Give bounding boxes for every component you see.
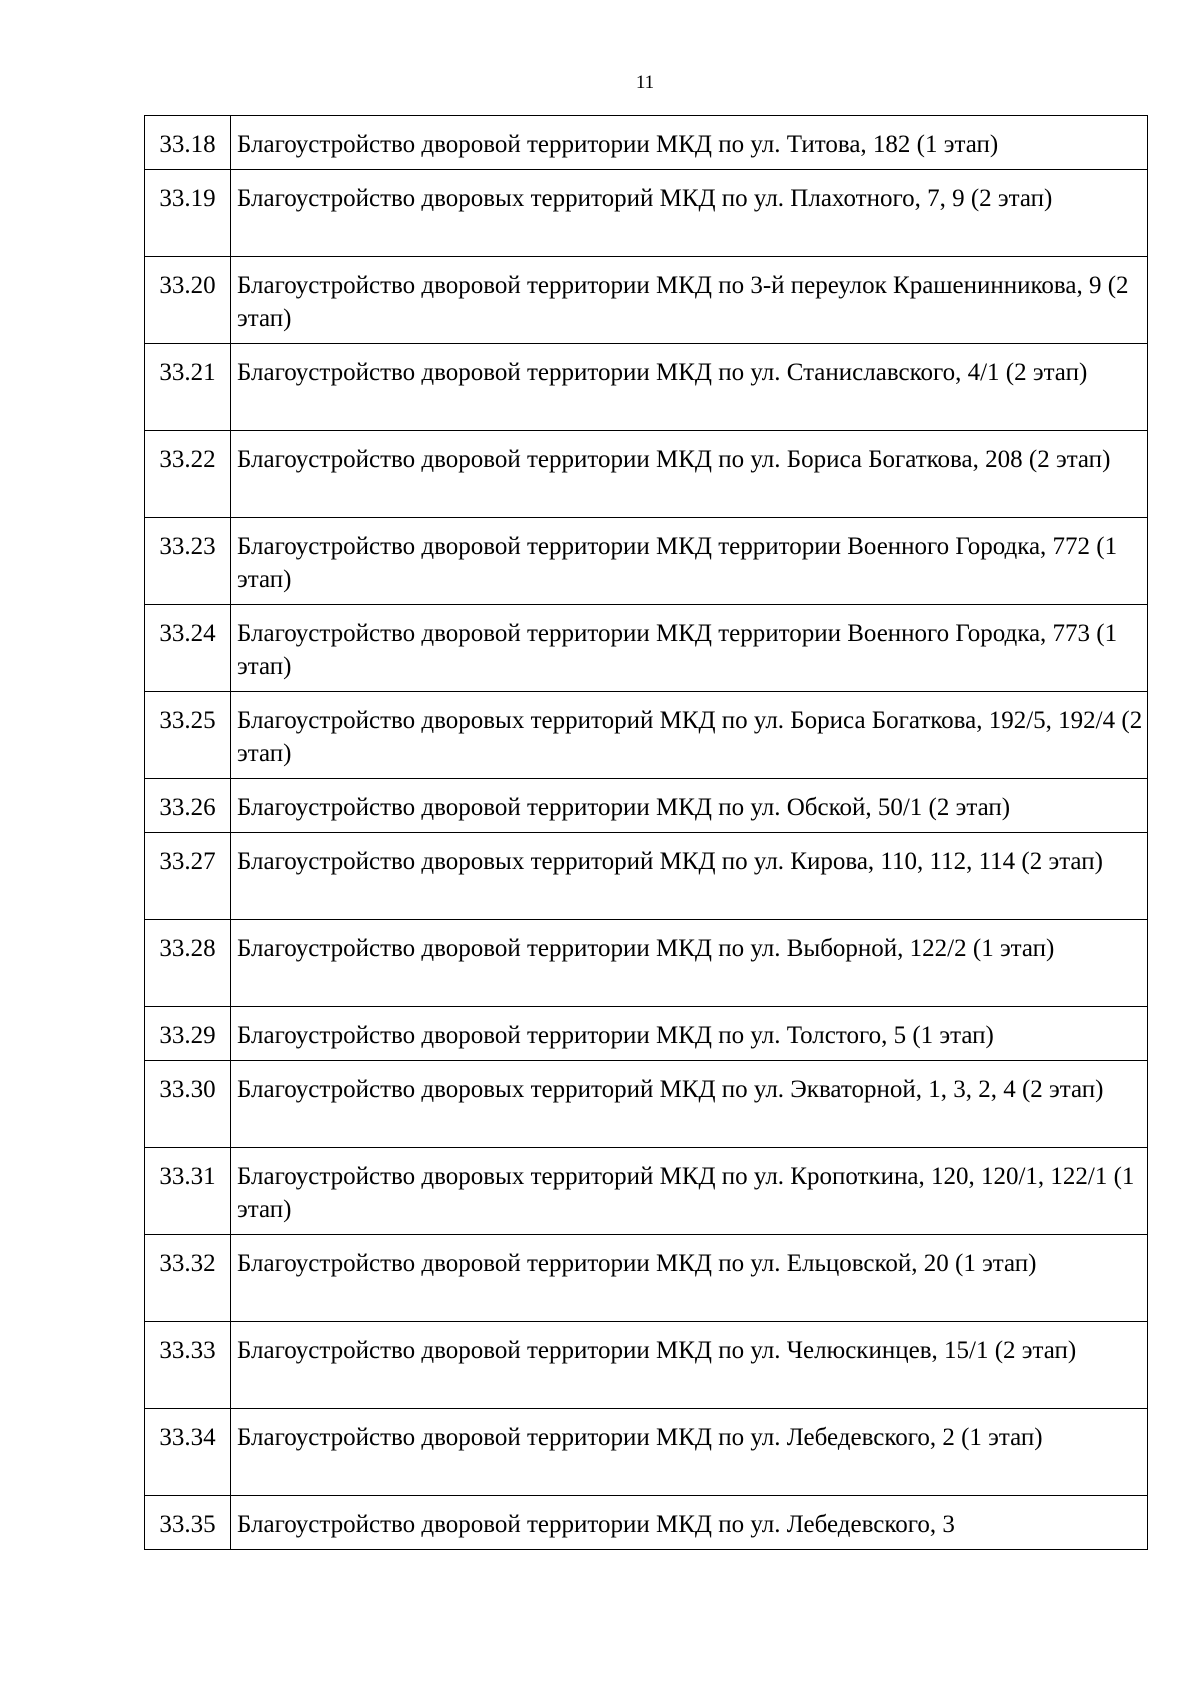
row-number-cell: 33.33 (145, 1322, 231, 1409)
row-description-cell: Благоустройство дворовых территорий МКД по ул. Плахотного, 7, 9 (2 этап) (231, 170, 1148, 257)
table-row (145, 518, 1148, 605)
row-number-cell: 33.23 (145, 518, 231, 605)
table-row (145, 1235, 1148, 1322)
row-number-cell: 33.28 (145, 920, 231, 1007)
table-row (145, 779, 1148, 833)
row-description-cell: Благоустройство дворовых территорий МКД по ул. Экваторной, 1, 3, 2, 4 (2 этап) (231, 1061, 1148, 1148)
row-description-cell: Благоустройство дворовой территории МКД по ул. Лебедевского, 3 (231, 1496, 1148, 1550)
row-description-cell: Благоустройство дворовой территории МКД по ул. Ельцовской, 20 (1 этап) (231, 1235, 1148, 1322)
table-row (145, 1148, 1148, 1235)
row-number-cell: 33.27 (145, 833, 231, 920)
table-row (145, 1409, 1148, 1496)
row-description-cell: Благоустройство дворовой территории МКД по ул. Титова, 182 (1 этап) (231, 116, 1148, 170)
row-description-cell: Благоустройство дворовой территории МКД по ул. Лебедевского, 2 (1 этап) (231, 1409, 1148, 1496)
table-row (145, 1061, 1148, 1148)
row-description-cell: Благоустройство дворовой территории МКД по ул. Бориса Богаткова, 208 (2 этап) (231, 431, 1148, 518)
row-number-cell: 33.30 (145, 1061, 231, 1148)
table-row (145, 692, 1148, 779)
row-description-cell: Благоустройство дворовых территорий МКД по ул. Кирова, 110, 112, 114 (2 этап) (231, 833, 1148, 920)
row-description-cell: Благоустройство дворовой территории МКД по ул. Выборной, 122/2 (1 этап) (231, 920, 1148, 1007)
row-number-cell: 33.21 (145, 344, 231, 431)
row-number-cell: 33.24 (145, 605, 231, 692)
row-number-cell: 33.35 (145, 1496, 231, 1550)
table-row (145, 920, 1148, 1007)
works-table (144, 115, 1148, 1550)
table-row (145, 116, 1148, 170)
row-description-cell: Благоустройство дворовой территории МКД по ул. Станиславского, 4/1 (2 этап) (231, 344, 1148, 431)
row-number-cell: 33.19 (145, 170, 231, 257)
table-row (145, 605, 1148, 692)
row-description-cell: Благоустройство дворовых территорий МКД по ул. Кропоткина, 120, 120/1, 122/1 (1 этап) (231, 1148, 1148, 1235)
page-number: 11 (635, 72, 655, 93)
row-description-cell: Благоустройство дворовой территории МКД территории Военного Городка, 773 (1 этап) (231, 605, 1148, 692)
row-description-cell: Благоустройство дворовой территории МКД по ул. Толстого, 5 (1 этап) (231, 1007, 1148, 1061)
table-row (145, 1322, 1148, 1409)
row-number-cell: 33.34 (145, 1409, 231, 1496)
works-table-body (145, 116, 1148, 1550)
table-row (145, 344, 1148, 431)
row-description-cell: Благоустройство дворовых территорий МКД по ул. Бориса Богаткова, 192/5, 192/4 (2 этап) (231, 692, 1148, 779)
row-description-cell: Благоустройство дворовой территории МКД по ул. Челюскинцев, 15/1 (2 этап) (231, 1322, 1148, 1409)
row-number-cell: 33.20 (145, 257, 231, 344)
row-number-cell: 33.29 (145, 1007, 231, 1061)
row-number-cell: 33.32 (145, 1235, 231, 1322)
row-number-cell: 33.25 (145, 692, 231, 779)
row-description-cell: Благоустройство дворовой территории МКД по 3-й переулок Крашенинникова, 9 (2 этап) (231, 257, 1148, 344)
row-number-cell: 33.22 (145, 431, 231, 518)
table-row (145, 170, 1148, 257)
table-row (145, 1496, 1148, 1550)
table-row (145, 1007, 1148, 1061)
row-number-cell: 33.31 (145, 1148, 231, 1235)
row-description-cell: Благоустройство дворовой территории МКД по ул. Обской, 50/1 (2 этап) (231, 779, 1148, 833)
table-row (145, 833, 1148, 920)
row-number-cell: 33.18 (145, 116, 231, 170)
row-description-cell: Благоустройство дворовой территории МКД территории Военного Городка, 772 (1 этап) (231, 518, 1148, 605)
table-row (145, 431, 1148, 518)
row-number-cell: 33.26 (145, 779, 231, 833)
table-row (145, 257, 1148, 344)
